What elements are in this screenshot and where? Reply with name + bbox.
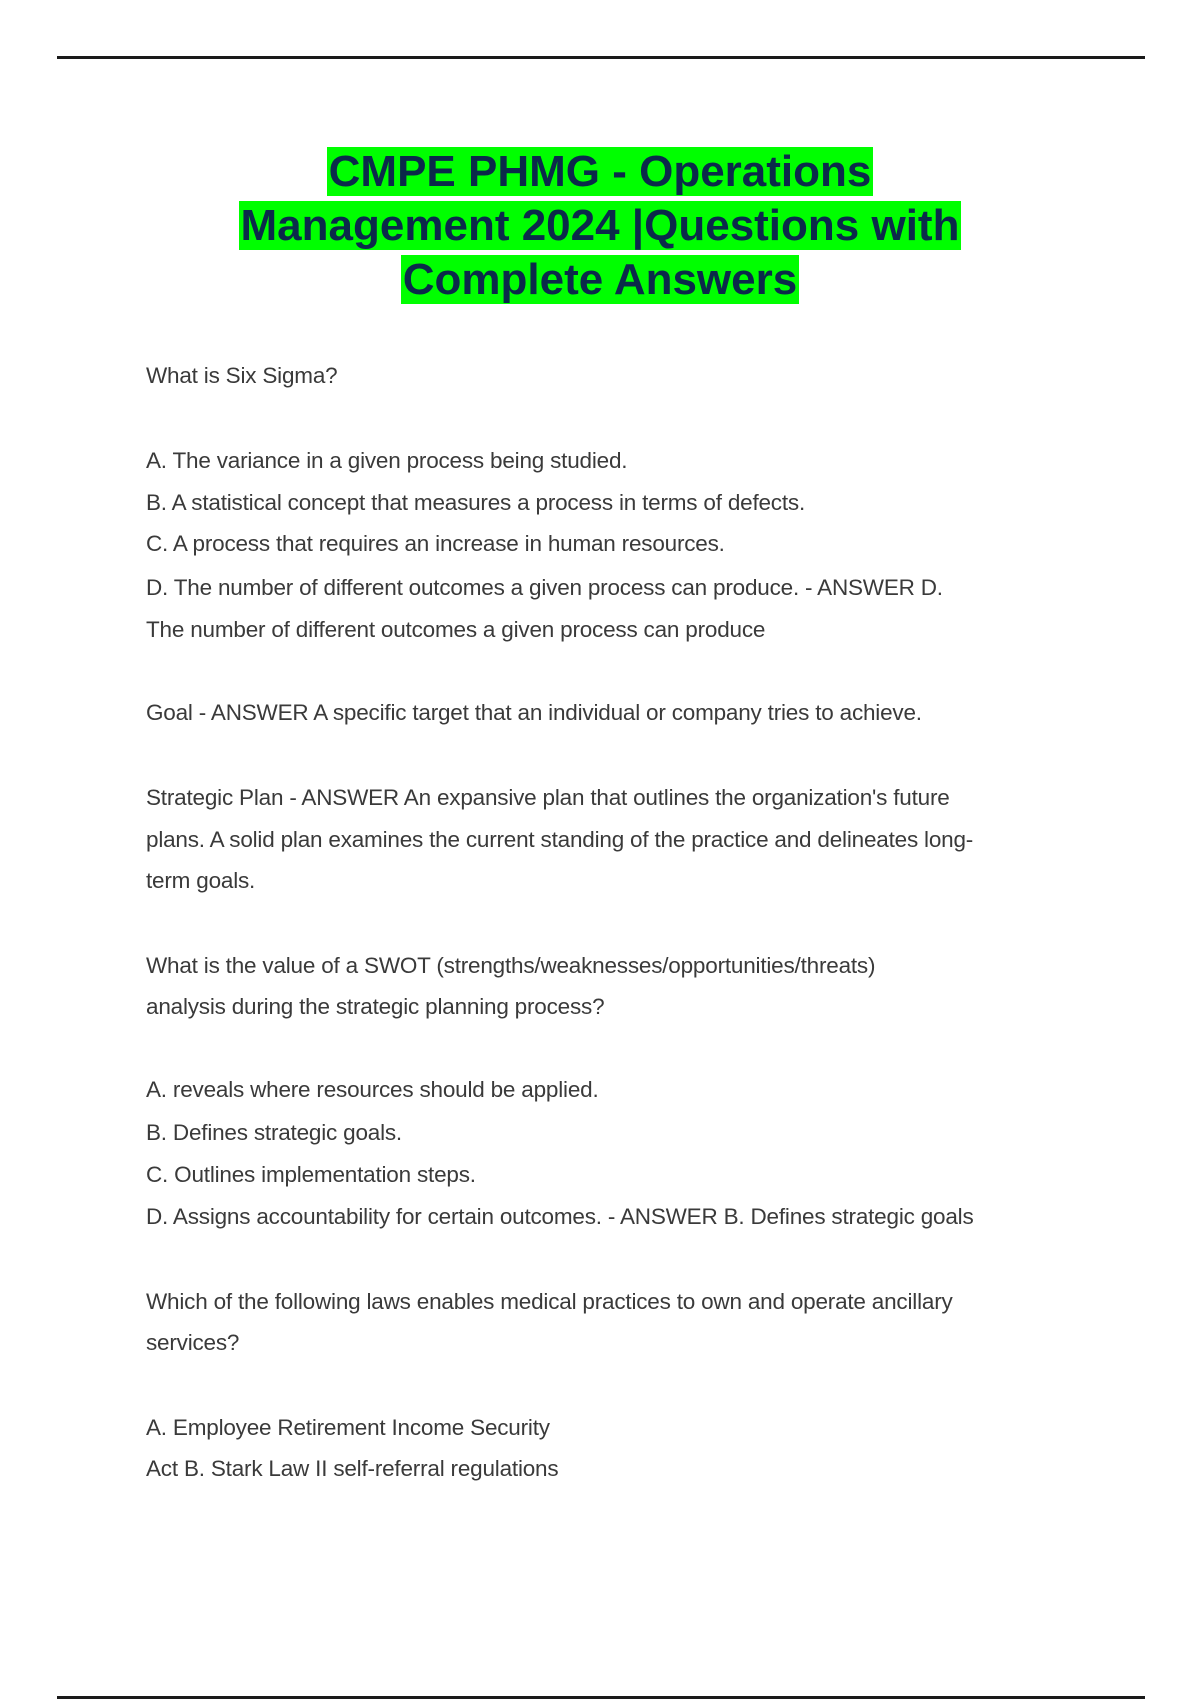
option-c: C. A process that requires an increase in human resources. xyxy=(146,531,725,556)
swot-option-b: B. Defines strategic goals. xyxy=(146,1120,402,1145)
strategic-plan-line-3: term goals. xyxy=(146,868,256,893)
swot-option-d-answer: D. Assigns accountability for certain outcomes. - ANSWER B. Defines strategic goals xyxy=(146,1204,974,1229)
goal-definition: Goal - ANSWER A specific target that an individual or company tries to achieve. xyxy=(146,700,922,725)
document-title xyxy=(0,145,1200,307)
title-line-2: Management 2024 |Questions with xyxy=(240,201,960,250)
laws-option-b: Act B. Stark Law II self-referral regulations xyxy=(146,1456,559,1481)
answer-continuation: The number of different outcomes a given process can produce xyxy=(146,617,766,642)
question-swot-line-1: What is the value of a SWOT (strengths/weaknesses/opportunities/threats) xyxy=(146,953,876,978)
option-b: B. A statistical concept that measures a process in terms of defects. xyxy=(146,490,806,515)
title-line-3: Complete Answers xyxy=(402,255,798,304)
top-rule xyxy=(57,56,1145,59)
option-d-answer: D. The number of different outcomes a given process can produce. - ANSWER D. xyxy=(146,575,943,600)
question-swot-line-2: analysis during the strategic planning process? xyxy=(146,994,605,1019)
swot-option-a: A. reveals where resources should be applied. xyxy=(146,1077,599,1102)
question-laws-line-2: services? xyxy=(146,1330,240,1355)
swot-option-c: C. Outlines implementation steps. xyxy=(146,1162,476,1187)
question-six-sigma: What is Six Sigma? xyxy=(146,363,338,388)
title-line-1: CMPE PHMG - Operations xyxy=(328,147,872,196)
laws-option-a: A. Employee Retirement Income Security xyxy=(146,1415,550,1440)
option-a: A. The variance in a given process being studied. xyxy=(146,448,628,473)
bottom-rule xyxy=(57,1696,1145,1699)
strategic-plan-line-2: plans. A solid plan examines the current standing of the practice and delineates long- xyxy=(146,827,974,852)
question-laws-line-1: Which of the following laws enables medical practices to own and operate ancillary xyxy=(146,1289,953,1314)
strategic-plan-line-1: Strategic Plan - ANSWER An expansive plan that outlines the organization's future xyxy=(146,785,950,810)
